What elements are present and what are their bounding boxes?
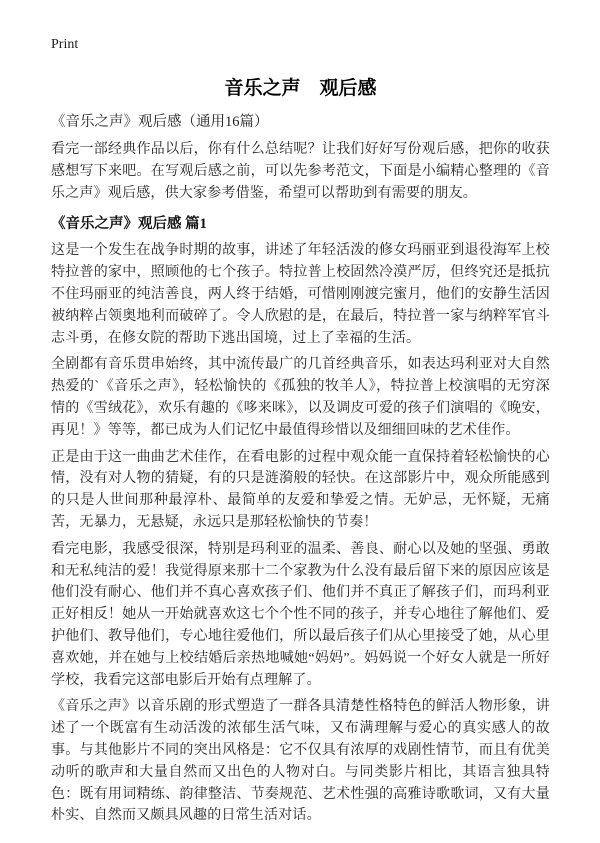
- body-paragraph: 《音乐之声》以音乐剧的形式塑造了一群各具清楚性格特色的鲜活人物形象，讲述了一个既富有生动活泼的浓郁生活气味，又布满理解与爱心的真实感人的故事。与其他影片不同的突出风格是：它不仅具有浓厚的戏剧性情节，而且有优美动听的歌声和大量自然而又出色的人物对白。与同类影片相比，其语言独具特色：既有用词精练、韵律整洁、节奏规范、艺术性强的高雅诗歌歌词，又有大量朴实、自然而又颇具风趣的日常生活对话。: [51, 699, 550, 824]
- body-paragraph: 正是由于这一曲曲艺术佳作，在看电影的过程中观众能一直保持着轻松愉快的心情，没有对人物的猜疑，有的只是涟漪般的轻快。在这部影片中，观众所能感到的只是人世间那种最淳朴、最简单的友爱和挚爱之情。无妒忌，无怀疑，无痛苦，无暴力，无悬疑，永远只是那轻松愉快的节奏！: [51, 449, 550, 530]
- body-paragraph: 全剧都有音乐贯串始终，其中流传最广的几首经典音乐，如表达玛利亚对大自然热爱的`《音乐之声》，轻松愉快的《孤独的牧羊人》，特拉普上校演唱的无穷深情的《雪绒花》，欢乐有趣的《哆来咪》，以及调皮可爱的孩子们演唱的《晚安，再见！》等等，都已成为人们记忆中最值得珍惜以及细细回味的艺术佳作。: [51, 357, 550, 438]
- document-subtitle: 《音乐之声》观后感（通用16篇）: [51, 114, 269, 130]
- page-title: 音乐之声 观后感: [224, 78, 377, 99]
- body-paragraph: 这是一个发生在战争时期的故事，讲述了年轻活泼的修女玛丽亚到退役海军上校特拉普的家中，照顾他的七个孩子。特拉普上校固然冷漠严厉，但终究还是抵抗不住玛丽亚的纯洁善良，两人终于结婚，可惜刚刚渡完蜜月，他们的安静生活因被纳粹占领奥地利而破碎了。令人欣慰的是，在最后，特拉普一家与纳粹军官斗志斗勇，在修女院的帮助下逃出国境，过上了幸福的生活。: [51, 243, 550, 346]
- print-button[interactable]: Print: [51, 37, 79, 52]
- section-heading: 《音乐之声》观后感 篇1: [51, 216, 207, 233]
- intro-paragraph: 看完一部经典作品以后，你有什么总结呢？让我们好好写份观后感，把你的收获感想写下来吧。在写观后感之前，可以先参考范文，下面是小编精心整理的《音乐之声》观后感，供大家参考借鉴，希望可以帮助到有需要的朋友。: [51, 142, 550, 201]
- body-paragraph: 看完电影，我感受很深，特别是玛利亚的温柔、善良、耐心以及她的坚强、勇敢和无私纯洁的爱！我觉得原来那十二个家教为什么没有最后留下来的原因应该是他们没有耐心、他们并不真心喜欢孩子们、他们并不真正了解孩子们，而玛利亚正好相反！她从一开始就喜欢这七个个性不同的孩子，并专心地往了解他们、爱护他们、教导他们，专心地往爱他们，所以最后孩子们从心里接受了她，从心里喜欢她，并在她与上校结婚后亲热地喊她“妈妈”。妈妈说一个好女人就是一所好学校，我看完这部电影后开始有点理解了。: [51, 541, 550, 688]
